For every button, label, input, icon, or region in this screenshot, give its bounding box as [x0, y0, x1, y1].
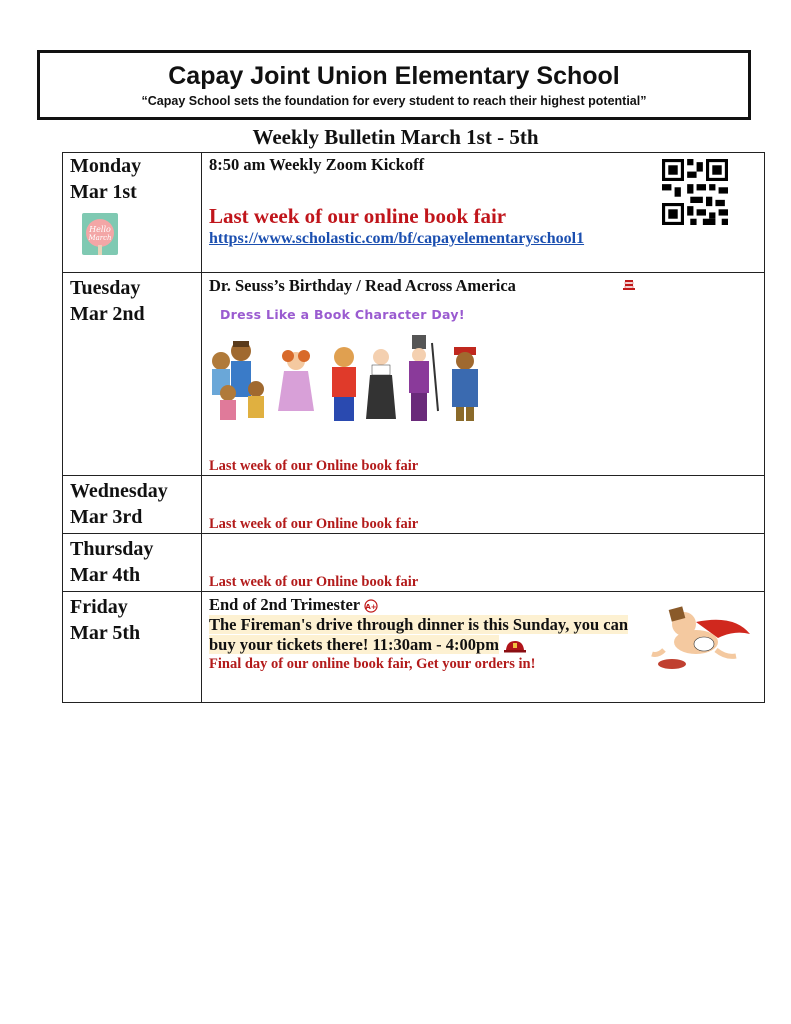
final-book-fair-note: Final day of our online book fair, Get your orders in! [209, 656, 536, 672]
svg-text:A+: A+ [365, 603, 377, 612]
wednesday-content [202, 476, 765, 534]
bulletin-title: Weekly Bulletin March 1st - 5th [252, 125, 539, 149]
monday-content [202, 153, 765, 273]
day-date: Mar 2nd [70, 303, 145, 325]
book-fair-note: Last week of our Online book fair [209, 516, 419, 532]
school-name: Capay Joint Union Elementary School [168, 62, 620, 90]
fire-helmet-icon [503, 638, 527, 654]
day-name: Friday [70, 596, 128, 618]
table-row [63, 476, 765, 534]
dress-up-banner: Dress Like a Book Character Day! [220, 307, 465, 322]
seuss-birthday-text: Dr. Seuss’s Birthday / Read Across America [209, 276, 516, 295]
book-characters-illustration [206, 331, 496, 431]
book-fair-heading: Last week of our online book fair [209, 204, 507, 228]
svg-text:Hello: Hello [89, 225, 111, 234]
friday-content [202, 592, 765, 703]
svg-text:March: March [88, 234, 112, 242]
day-date: Mar 5th [70, 622, 141, 644]
book-fair-link[interactable]: https://www.scholastic.com/bf/capayelementaryschool1 [209, 230, 585, 247]
day-cell [63, 273, 202, 476]
book-fair-note: Last week of our Online book fair [209, 574, 419, 590]
school-header [37, 50, 751, 120]
cat-in-hat-icon [622, 279, 636, 293]
day-cell [63, 476, 202, 534]
fireman-dinner-text: The Fireman's drive through dinner is this Sunday, you can buy your tickets there! 11:30am - 4:00pm [209, 615, 629, 654]
tuesday-content [202, 273, 765, 476]
day-date: Mar 4th [70, 564, 141, 586]
book-fair-note: Last week of our Online book fair [209, 458, 419, 474]
day-name: Thursday [70, 538, 154, 560]
thursday-content [202, 534, 765, 592]
day-date: Mar 1st [70, 181, 137, 203]
table-row [63, 592, 765, 703]
schedule-table [62, 152, 765, 703]
table-row [63, 153, 765, 273]
trimester-label: End of 2nd Trimester [209, 595, 360, 614]
day-date: Mar 3rd [70, 506, 143, 528]
qr-code-icon [662, 159, 728, 225]
day-cell [63, 592, 202, 703]
day-cell [63, 153, 202, 273]
zoom-kickoff-text: 8:50 am Weekly Zoom Kickoff [209, 155, 425, 174]
school-tagline: “Capay School sets the foundation for every student to reach their highest potential” [141, 94, 647, 108]
day-name: Tuesday [70, 277, 141, 299]
grade-a-plus-icon [364, 599, 378, 613]
fireman-dinner-block [209, 615, 629, 655]
day-name: Wednesday [70, 480, 168, 502]
table-row [63, 273, 765, 476]
hello-march-icon [80, 211, 120, 257]
captain-underpants-illustration [644, 594, 754, 672]
day-cell [63, 534, 202, 592]
day-name: Monday [70, 155, 142, 177]
table-row [63, 534, 765, 592]
